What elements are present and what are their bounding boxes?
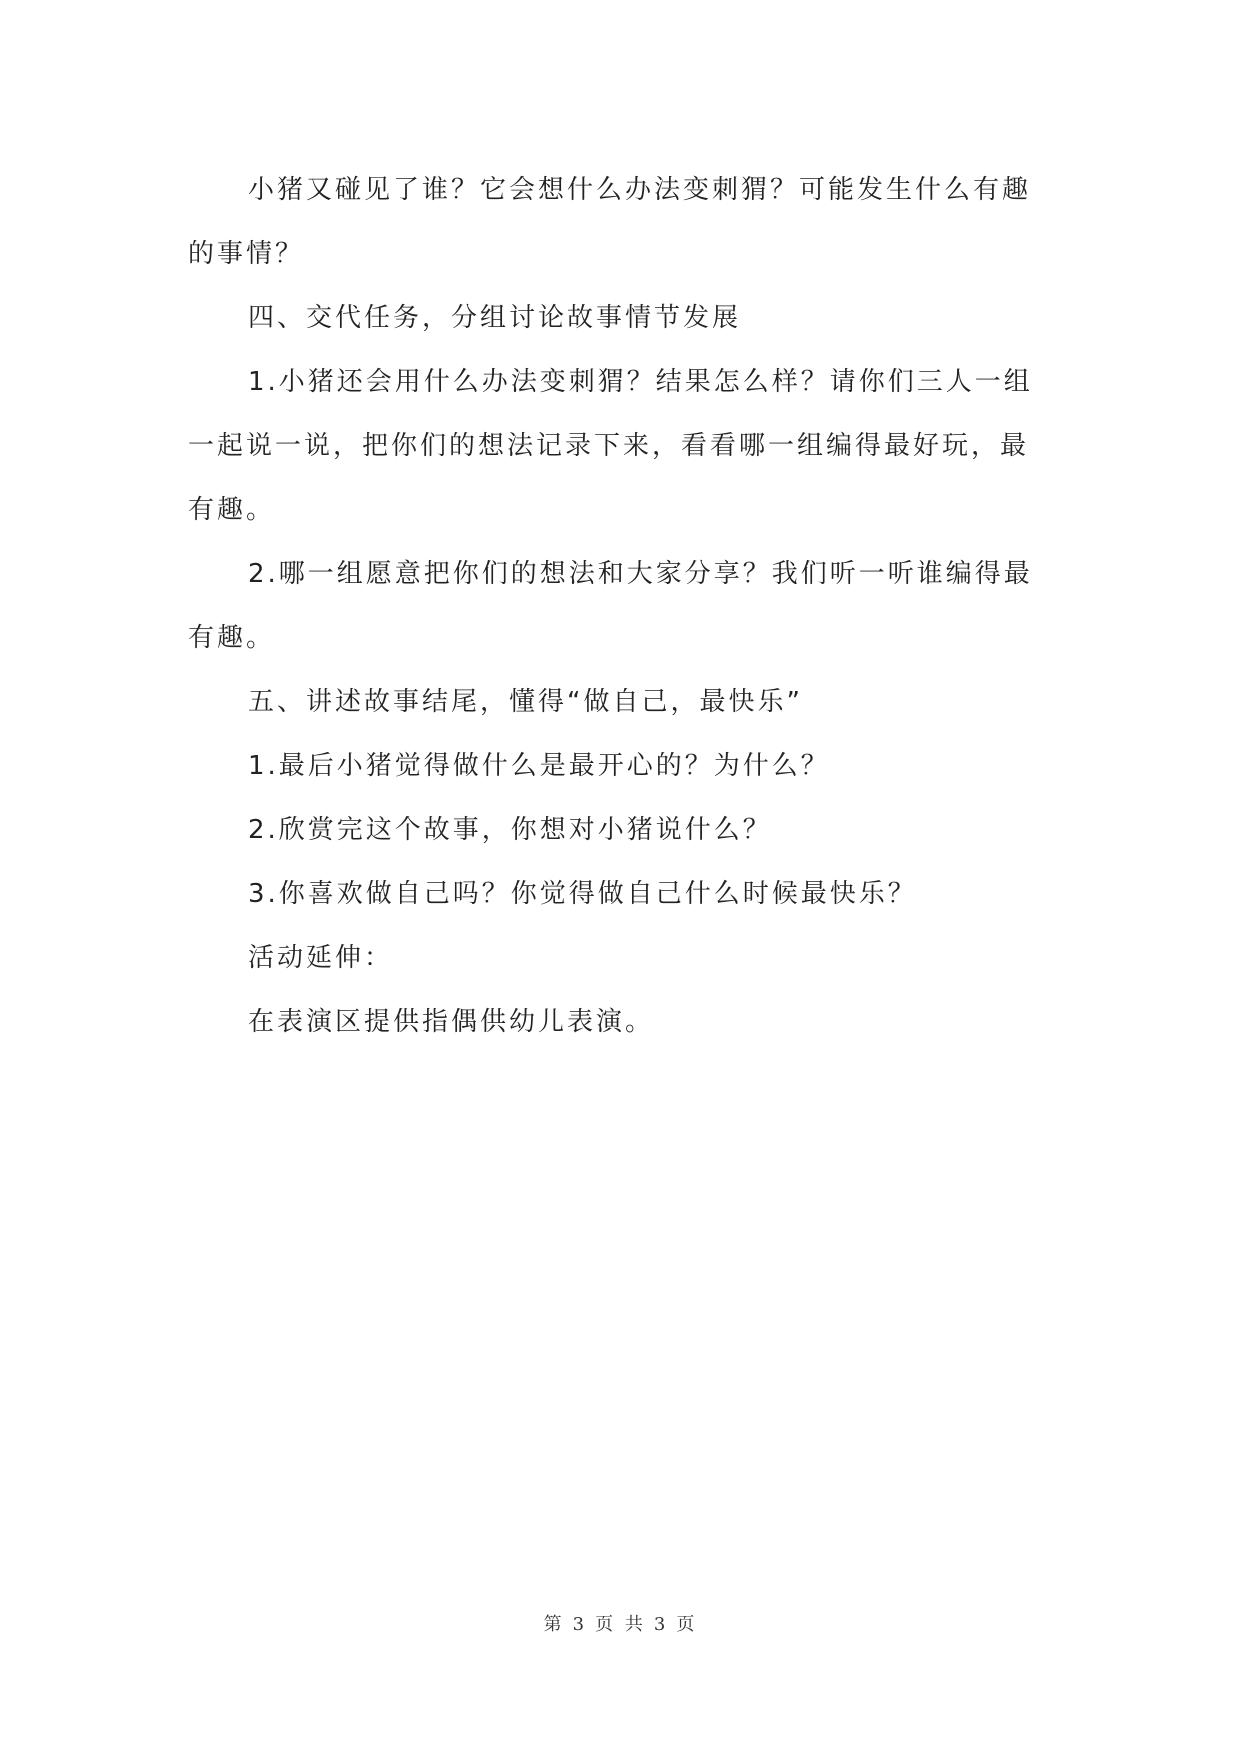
list-item-5-1: 1.最后小猪觉得做什么是最开心的？为什么？ <box>248 751 830 781</box>
extension-text: 在表演区提供指偶供幼儿表演。 <box>248 1007 655 1037</box>
footer-total-pages: 3 <box>653 1614 669 1635</box>
document-body <box>188 158 1053 1054</box>
list-item-5-2: 2.欣赏完这个故事，你想对小猪说什么？ <box>248 815 772 845</box>
page-footer <box>0 1610 1241 1636</box>
footer-current-page: 3 <box>572 1614 588 1635</box>
list-item-4-1: 1.小猪还会用什么办法变刺猬？结果怎么样？请你们三人一组一起说一说，把你们的想法记录下来，看看哪一组编得最好玩，最有趣。 <box>188 367 1033 525</box>
paragraph-question: 小猪又碰见了谁？它会想什么办法变刺猬？可能发生什么有趣的事情？ <box>188 175 1032 269</box>
extension-heading: 活动延伸： <box>248 943 394 973</box>
footer-middle: 页 共 <box>595 1614 646 1635</box>
footer-suffix: 页 <box>676 1614 698 1635</box>
list-item-4-2: 2.哪一组愿意把你们的想法和大家分享？我们听一听谁编得最有趣。 <box>188 559 1033 653</box>
footer-prefix: 第 <box>543 1614 565 1635</box>
list-item-5-3: 3.你喜欢做自己吗？你觉得做自己什么时候最快乐？ <box>248 879 917 909</box>
section-heading-5: 五、讲述故事结尾，懂得“做自己，最快乐” <box>248 687 803 717</box>
section-heading-4: 四、交代任务，分组讨论故事情节发展 <box>248 303 742 333</box>
